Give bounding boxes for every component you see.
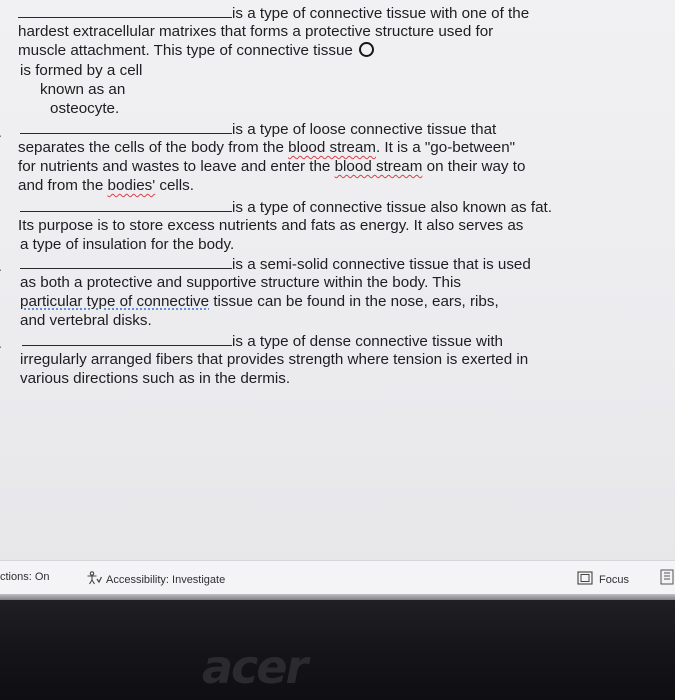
q2-line-4: and from the bodies' cells. [18,177,194,194]
accessibility-button[interactable]: Accessibility: Investigate [86,571,225,588]
laptop-bezel [0,600,675,700]
q1-line-1: is a type of connective tissue with one of the [18,4,529,24]
q4-line-1: is a semi-solid connective tissue that is used [20,255,531,275]
focus-icon [577,571,595,588]
accessibility-icon [86,571,102,588]
q3-line-1: is a type of connective tissue also known as fat. [20,198,552,218]
q1-line-4: is formed by a cell [20,62,143,79]
answer-blank[interactable] [20,198,232,212]
grammar-suggestion[interactable]: particular type of connective [20,293,210,310]
answer-blank[interactable] [20,120,232,134]
circle-icon[interactable] [359,42,374,57]
question-marker [0,262,4,270]
q4-line-2: as both a protective and supportive structure within the body. This [20,274,461,291]
q2-line-2: separates the cells of the body from the blood stream. It is a "go-between" [18,139,516,156]
spellcheck-word[interactable]: bodies' [107,177,156,194]
q5-line-3: various directions such as in the dermis. [20,370,291,387]
spellcheck-word[interactable]: blood stream [288,139,376,156]
text-predictions-status[interactable]: ctions: On [0,571,50,583]
q1-line-6: osteocyte. [50,100,120,117]
question-marker [0,128,4,136]
q4-line-3: particular type of connective tissue can be found in the nose, ears, ribs, [20,293,499,310]
spellcheck-word[interactable]: blood stream [334,158,423,175]
q1-line-5: known as an [40,81,126,98]
answer-blank[interactable] [20,255,232,269]
q2-line-1: is a type of loose connective tissue that [20,120,496,140]
q2-line-3: for nutrients and wastes to leave and enter the blood stream on their way to [18,158,526,175]
q1-line-2: hardest extracellular matrixes that forms a protective structure used for [18,23,494,40]
focus-mode-button[interactable]: Focus [577,571,629,588]
question-marker [0,339,4,347]
q1-line-3: muscle attachment. This type of connective tissue [18,42,374,61]
q3-line-2: Its purpose is to store excess nutrients and fats as energy. It also serves as [18,217,524,234]
answer-blank[interactable] [22,332,232,346]
q3-line-3: a type of insulation for the body. [20,236,235,253]
view-layout-icon[interactable] [660,569,674,585]
q5-line-1: is a type of dense connective tissue with [22,332,503,352]
q5-line-2: irregularly arranged fibers that provides strength where tension is exerted in [20,351,529,368]
answer-blank[interactable] [18,4,232,18]
brand-logo: acer [202,640,307,694]
q4-line-4: and vertebral disks. [20,312,152,329]
